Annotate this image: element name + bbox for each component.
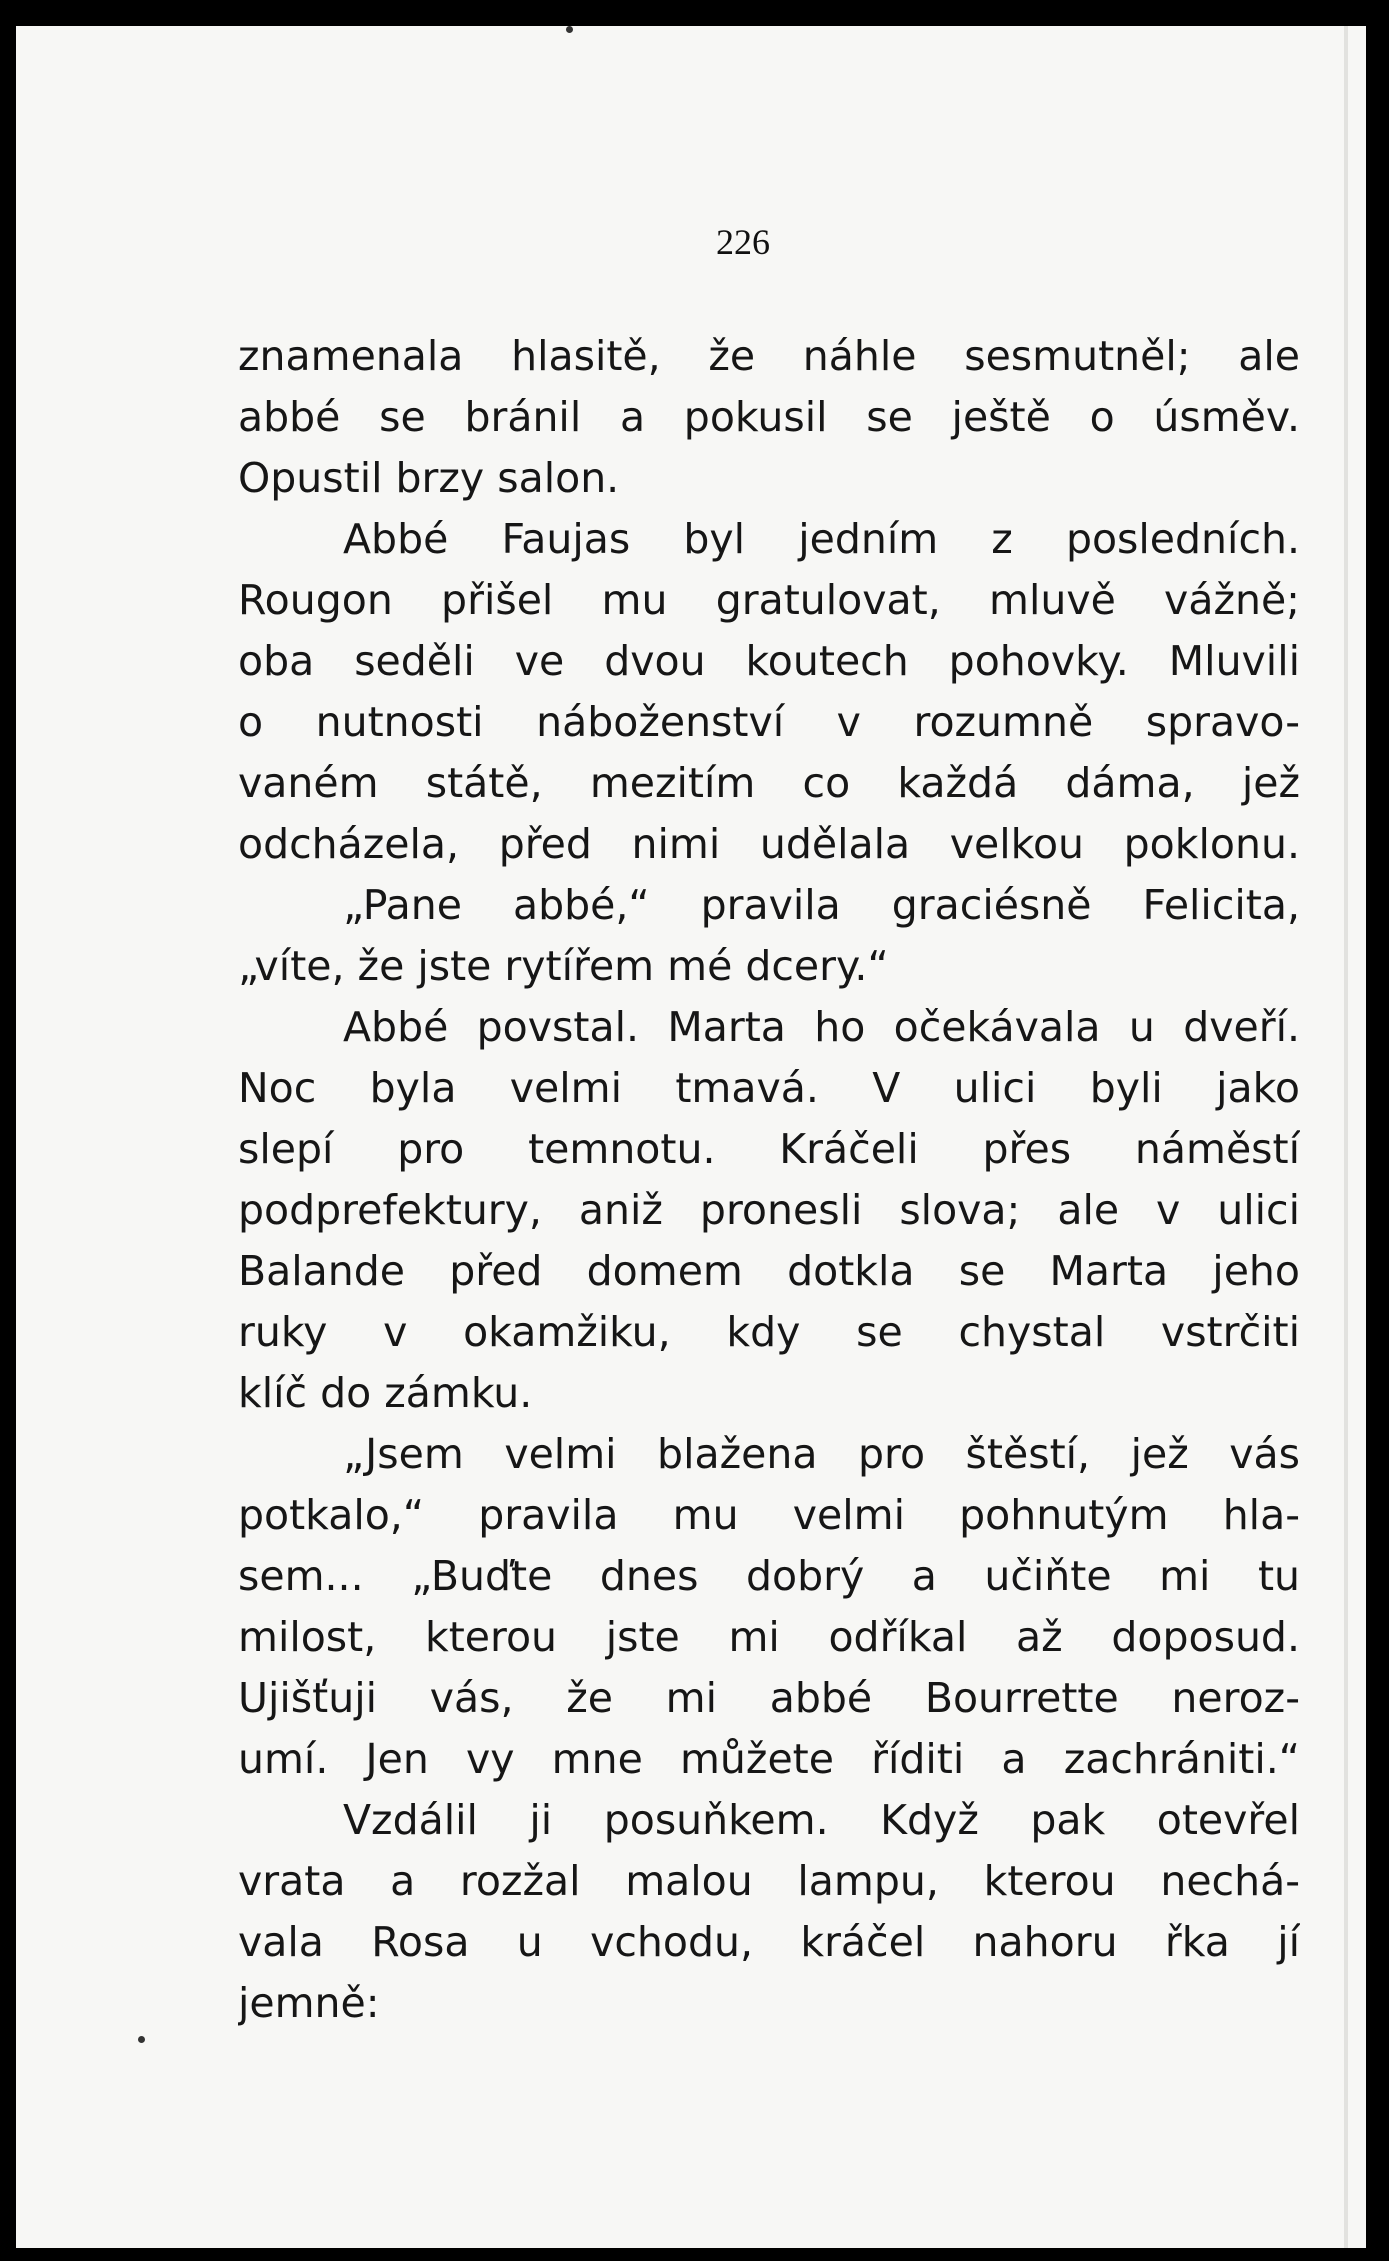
text-line: Ujišťuji vás, že mi abbé Bourrette neroz-: [238, 1674, 1300, 1722]
text-line: Balande před domem dotkla se Marta jeho: [238, 1247, 1300, 1295]
text-line: podprefektury, aniž pronesli slova; ale v ulici: [238, 1186, 1300, 1234]
text-line: oba seděli ve dvou koutech pohovky. Mluvili: [238, 637, 1300, 685]
ink-speck: [566, 26, 573, 33]
text-line: Abbé povstal. Marta ho očekávala u dveří.: [343, 1003, 1300, 1051]
text-line: Opustil brzy salon.: [238, 454, 620, 502]
ink-speck: [138, 2036, 145, 2043]
page-edge: [1344, 26, 1348, 2248]
text-line: vala Rosa u vchodu, kráčel nahoru řka jí: [238, 1918, 1300, 1966]
text-line: potkalo,“ pravila mu velmi pohnutým hla-: [238, 1491, 1300, 1539]
page-number: 226: [716, 222, 770, 262]
text-line: klíč do zámku.: [238, 1369, 533, 1417]
text-line: Noc byla velmi tmavá. V ulici byli jako: [238, 1064, 1300, 1112]
text-line: „Jsem velmi blažena pro štěstí, jež vás: [343, 1430, 1300, 1478]
text-line: znamenala hlasitě, že náhle sesmutněl; ale: [238, 332, 1300, 380]
text-line: slepí pro temnotu. Kráčeli přes náměstí: [238, 1125, 1300, 1173]
body-text: [238, 326, 1300, 2034]
text-line: o nutnosti náboženství v rozumně spravo-: [238, 698, 1300, 746]
text-line: vaném státě, mezitím co každá dáma, jež: [238, 759, 1300, 807]
text-line: milost, kterou jste mi odříkal až doposud.: [238, 1613, 1300, 1661]
text-line: Abbé Faujas byl jedním z posledních.: [343, 515, 1300, 563]
text-line: ruky v okamžiku, kdy se chystal vstrčiti: [238, 1308, 1300, 1356]
text-line: Rougon přišel mu gratulovat, mluvě vážně;: [238, 576, 1300, 624]
book-page: [16, 26, 1366, 2248]
text-line: Vzdálil ji posuňkem. Když pak otevřel: [343, 1796, 1300, 1844]
text-line: „víte, že jste rytířem mé dcery.“: [238, 942, 889, 990]
text-line: umí. Jen vy mne můžete říditi a zachrániti.“: [238, 1735, 1300, 1783]
text-line: jemně:: [238, 1979, 380, 2027]
text-line: „Pane abbé,“ pravila graciésně Felicita,: [343, 881, 1300, 929]
text-line: odcházela, před nimi udělala velkou poklonu.: [238, 820, 1300, 868]
text-line: sem... „Buďte dnes dobrý a učiňte mi tu: [238, 1552, 1300, 1600]
text-line: abbé se bránil a pokusil se ještě o úsměv.: [238, 393, 1300, 441]
text-line: vrata a rozžal malou lampu, kterou nechá-: [238, 1857, 1300, 1905]
